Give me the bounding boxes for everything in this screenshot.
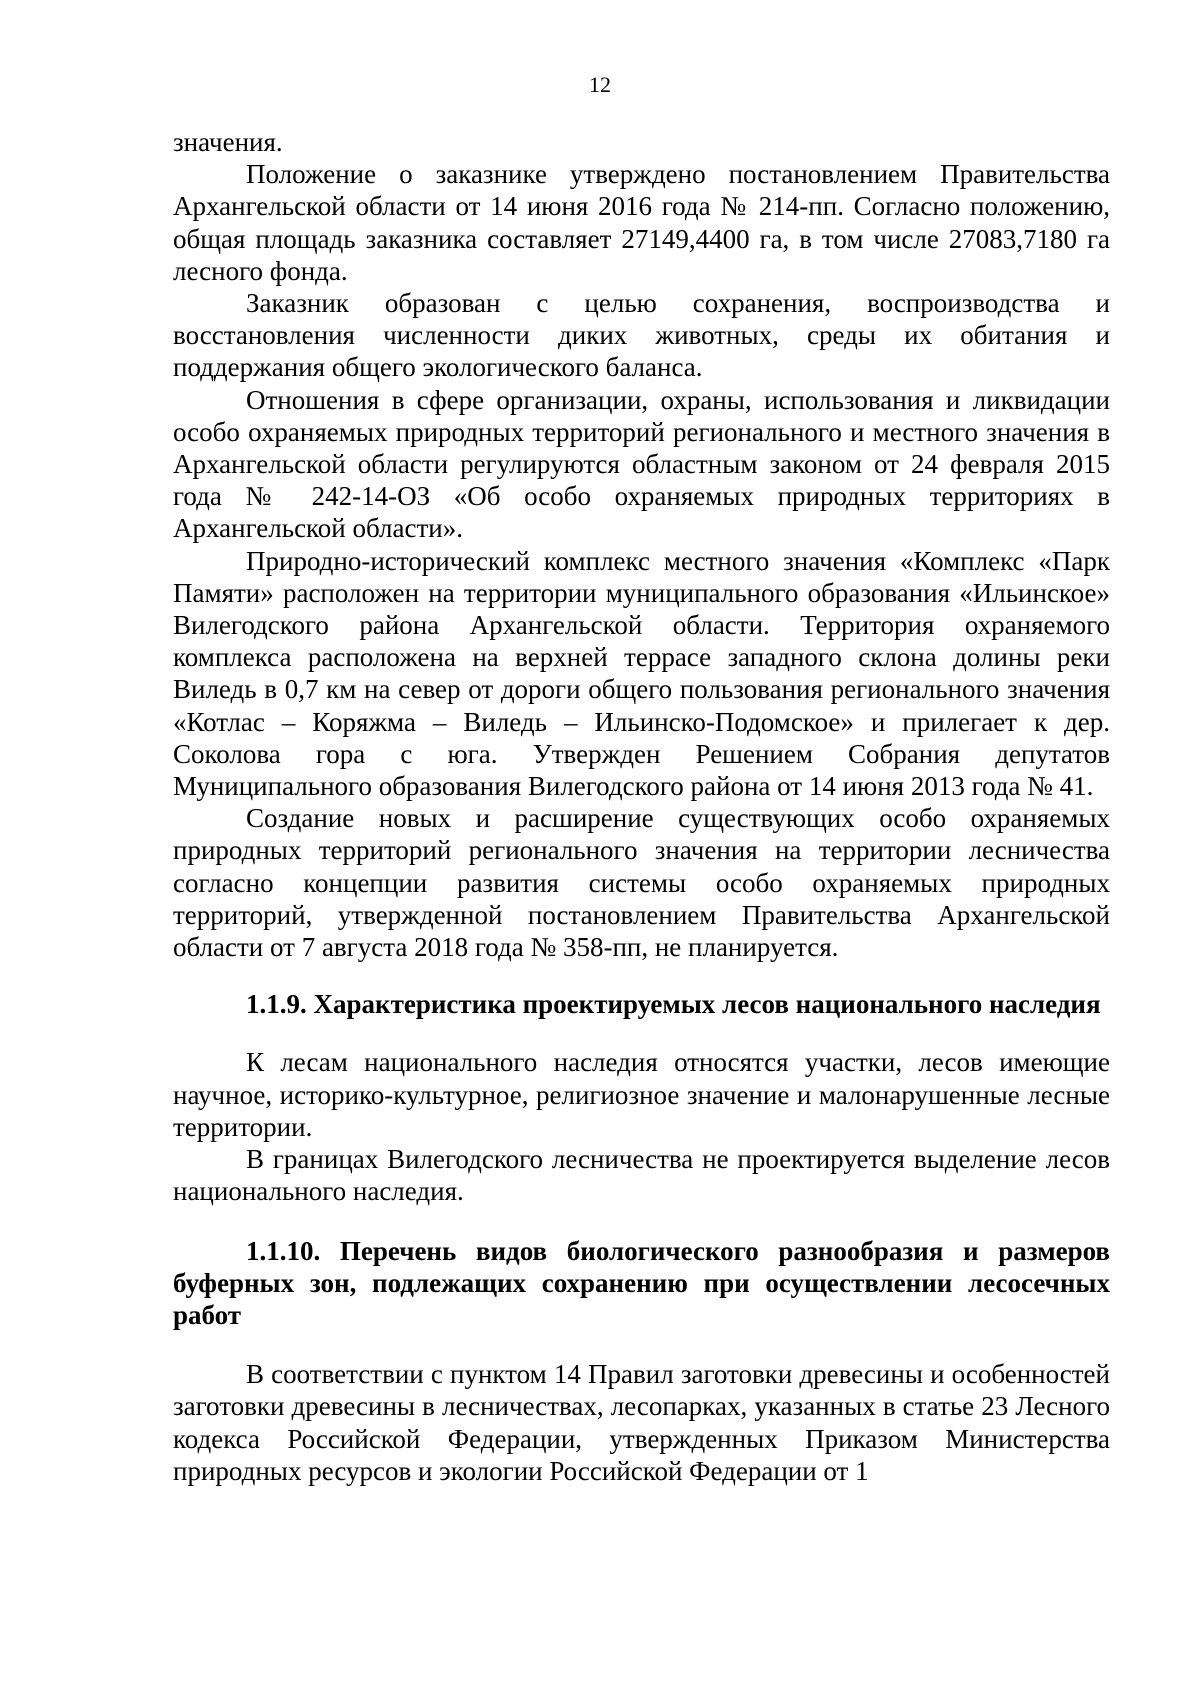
paragraph-memory-park: Природно-исторический комплекс местного значения «Комплекс «Парк Памяти» расположен на территории муниципального образования «Ильинское» Вилегодского района Архангельской области. Территория охраняемого комплекса расположена на верхней террасе западного склона долины реки Виледь в 0,7 км на север от дороги общего пользования регионального значения «Котлас – Коряжма – Виледь – Ильинско-Подомское» и прилегает к дер. Соколова гора с юга. Утвержден Решением Собрания депутатов Муниципального образования Вилегодского района от 14 июня 2013 года № 41. — [173, 545, 1110, 802]
paragraph-logging-rules: В соответствии с пунктом 14 Правил заготовки древесины и особенностей заготовки древесины в лесничествах, лесопарках, указанных в статье 23 Лесного кодекса Российской Федерации, утвержденных Приказом Министерства природных ресурсов и экологии Российской Федерации от 1 — [173, 1359, 1110, 1486]
paragraph-reserve-regulation: Положение о заказнике утверждено постановлением Правительства Архангельской области от 14 июня 2016 года № 214-пп. Согласно положению, общая площадь заказника составляет 27149,4400 га, в том числе 27083,7180 га лесного фонда. — [173, 159, 1110, 286]
paragraph-heritage-forests-definition: К лесам национального наследия относятся участки, лесов имеющие научное, историко-культурное, религиозное значение и малонарушенные лесные территории. — [173, 1047, 1110, 1142]
paragraph-reserve-purpose: Заказник образован с целью сохранения, воспроизводства и восстановления численности диких животных, среды их обитания и поддержания общего экологического баланса. — [173, 288, 1110, 383]
page-number: 12 — [589, 72, 611, 97]
section-heading-1-1-9: 1.1.9. Характеристика проектируемых лесов национального наследия — [246, 989, 1101, 1020]
paragraph-heritage-forests-not-designed: В границах Вилегодского лесничества не проектируется выделение лесов национального наследия. — [173, 1144, 1110, 1207]
section-heading-1-1-10: 1.1.10. Перечень видов биологического разнообразия и размеров буферных зон, подлежащих сохранению при осуществлении лесосечных работ — [173, 1235, 1110, 1330]
paragraph-no-new-territories: Создание новых и расширение существующих особо охраняемых природных территорий регионального значения на территории лесничества согласно концепции развития системы особо охраняемых природных территорий, утвержденной постановлением Правительства Архангельской области от 7 августа 2018 года № 358-пп, не планируется. — [173, 803, 1110, 963]
document-body — [173, 126, 1110, 1487]
paragraph-continuation: значения. — [173, 127, 283, 157]
paragraph-regional-law: Отношения в сфере организации, охраны, использования и ликвидации особо охраняемых природных территорий регионального и местного значения в Архангельской области регулируются областным законом от 24 февраля 2015 года № 242-14-ОЗ «Об особо охраняемых природных территориях в Архангельской области». — [173, 384, 1110, 544]
